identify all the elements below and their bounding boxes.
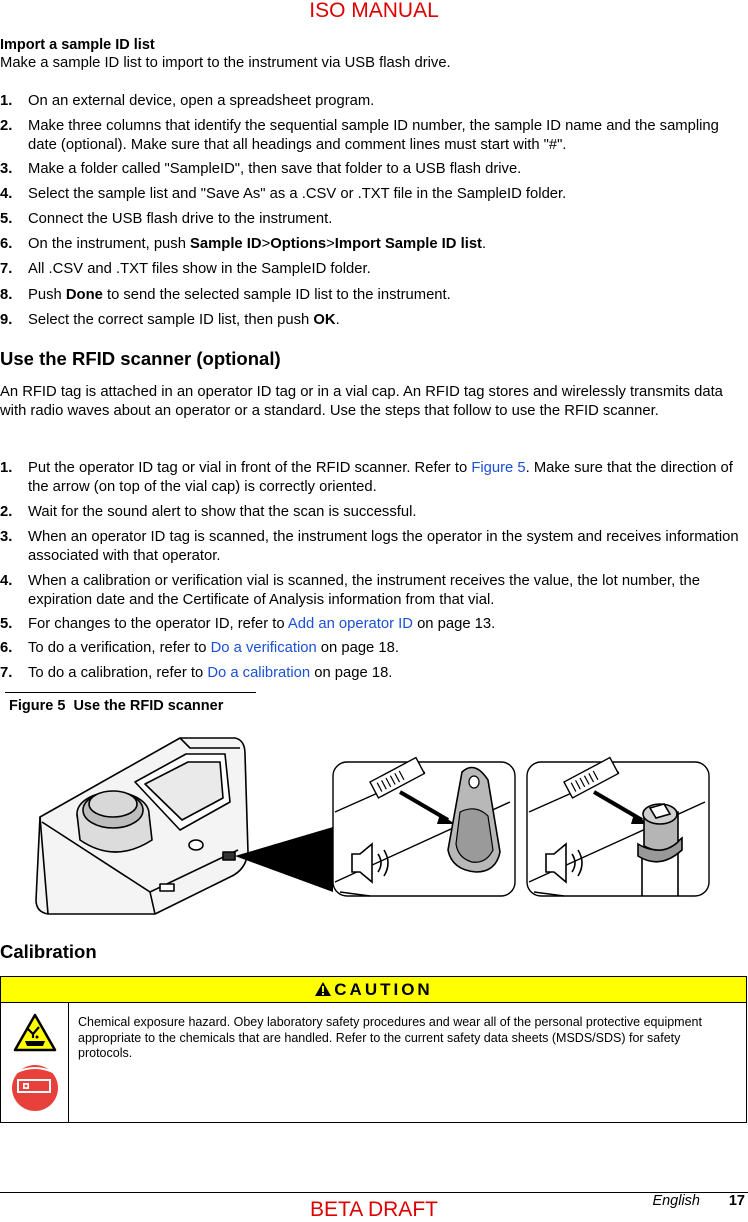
do-a-verification-link[interactable]: Do a verification — [210, 640, 317, 656]
do-a-calibration-link[interactable]: Do a calibration — [207, 665, 311, 681]
caution-label: CAUTION — [334, 980, 433, 999]
menu-path-options: Options — [270, 236, 327, 252]
callout-wedge — [235, 827, 333, 892]
instrument-illustration — [36, 738, 248, 914]
panel-vial — [527, 758, 709, 896]
rfid-figure — [30, 732, 720, 922]
caution-text: Chemical exposure hazard. Obey laboratory safety procedures and wear all of the personal protective equipment appropriate to the chemicals that are handled. Refer to the current safety data sheets (MSDS/SDS) for safety protocols. — [78, 1015, 702, 1060]
footer-rule — [0, 1192, 748, 1193]
warning-triangle-icon — [314, 981, 332, 997]
protective-equipment-icon — [11, 1061, 59, 1113]
caution-box — [0, 976, 747, 1123]
menu-path-import: Import Sample ID list — [334, 236, 482, 252]
done-key-label: Done — [65, 287, 103, 303]
figure-caption-rule — [5, 692, 256, 693]
caution-icon-cell — [1, 1003, 69, 1122]
chemical-hazard-icon — [13, 1013, 57, 1053]
calibration-heading: Calibration — [0, 941, 97, 962]
figure-5-link[interactable]: Figure 5 — [471, 460, 526, 476]
rfid-heading: Use the RFID scanner (optional) — [0, 348, 281, 369]
import-intro: Make a sample ID list to import to the instrument via USB flash drive. — [0, 55, 451, 71]
caution-header — [1, 977, 746, 1003]
panel-operator-tag — [333, 758, 515, 896]
ok-key-label: OK — [313, 312, 336, 328]
menu-path-sample-id: Sample ID — [190, 236, 262, 252]
import-heading: Import a sample ID list — [0, 37, 155, 53]
watermark-bottom: BETA DRAFT — [310, 1198, 438, 1221]
rfid-intro: An RFID tag is attached in an operator ID tag or in a vial cap. An RFID tag stores and wirelessly transmits data with radio waves about an operator or a standard. Use the steps that follow to use the RFID scanner. — [0, 384, 723, 419]
figure-caption: Figure 5 Use the RFID scanner — [9, 698, 224, 714]
watermark-top: ISO MANUAL — [309, 0, 439, 22]
page-number: 17 — [728, 1193, 745, 1209]
add-operator-id-link[interactable]: Add an operator ID — [287, 616, 413, 632]
footer-language: English — [652, 1193, 700, 1209]
